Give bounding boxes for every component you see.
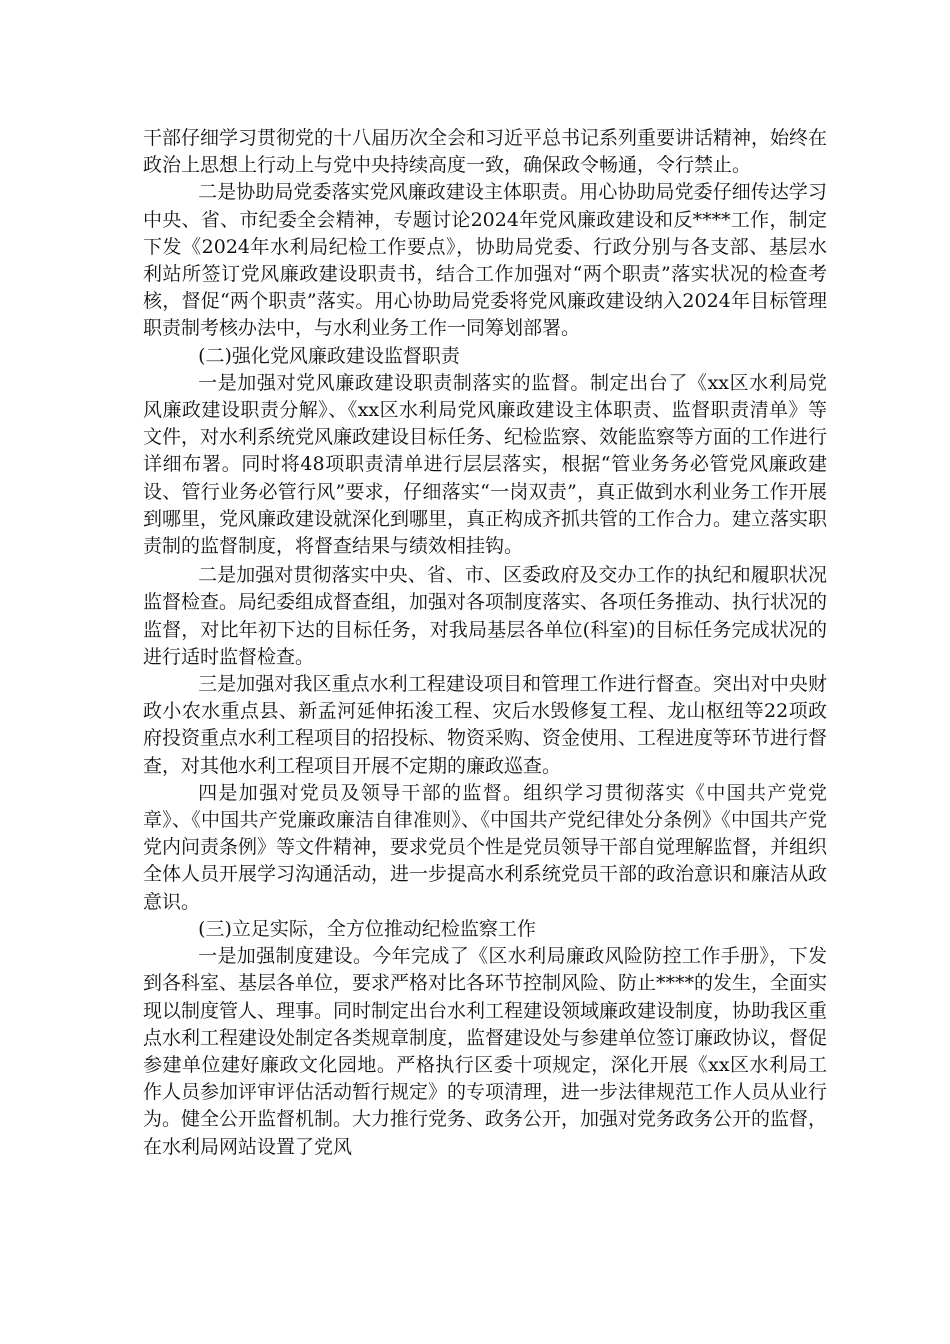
paragraph-supervision-point-3: 三是加强对我区重点水利工程建设项目和管理工作进行督查。突出对中央财政小农水重点县、新孟河延伸拓浚工程、灾后水毁修复工程、龙山枢纽等22项政府投资重点水利工程项目的招投标、物资采购、资金使用、工程进度等环节进行督查，对其他水利工程项目开展不定期的廉政巡查。 [143, 673, 828, 777]
paragraph-supervision-point-4: 四是加强对党员及领导干部的监督。组织学习贯彻落实《中国共产党党章》、《中国共产党廉政廉洁自律准则》、《中国共产党纪律处分条例》《中国共产党党内问责条例》等文件精神，要求党员个性是党员领导干部自觉理解监督，并组织全体人员开展学习沟通活动，进一步提高水利系统党员干部的政治意识和廉洁从政意识。 [143, 781, 828, 913]
paragraph-point-2-party-committee: 二是协助局党委落实党风廉政建设主体职责。用心协助局党委仔细传达学习中央、省、市纪委全会精神，专题讨论2024年党风廉政建设和反****工作，制定下发《2024年水利局纪检工作要点》，协助局党委、行政分别与各支部、基层水利站所签订党风廉政建设职责书，结合工作加强对“两个职责”落实状况的检查考核，督促“两个职责”落实。用心协助局党委将党风廉政建设纳入2024年目标管理职责制考核办法中，与水利业务工作一同筹划部署。 [143, 181, 827, 340]
paragraph-supervision-point-1: 一是加强对党风廉政建设职责制落实的监督。制定出台了《xx区水利局党风廉政建设职责分解》、《xx区水利局党风廉政建设主体职责、监督职责清单》等文件，对水利系统党风廉政建设目标任务、纪检监察、效能监察等方面的工作进行详细布署。同时将48项职责清单进行层层落实，根据“管业务务必管党风廉政建设、管行业务必管行风”要求，仔细落实“一岗双责”，真正做到水利业务工作开展到哪里，党风廉政建设就深化到哪里，真正构成齐抓共管的工作合力。建立落实职责制的监督制度，将督查结果与绩效相挂钩。 [143, 371, 828, 558]
section-heading-3: (三)立足实际，全方位推动纪检监察工作 [198, 917, 536, 940]
paragraph-system-building: 一是加强制度建设。今年完成了《区水利局廉政风险防控工作手册》，下发到各科室、基层各单位，要求严格对比各环节控制风险、防止****的发生，全面实现以制度管人、理事。同时制定出台水利工程建设领域廉政建设制度，协助我区重点水利工程建设处制定各类规章制度，监督建设处与参建单位签订廉政协议，督促参建单位建好廉政文化园地。严格执行区委十项规定，深化开展《xx区水利局工作人员参加评审评估活动暂行规定》的专项清理，进一步法律规范工作人员从业行为。健全公开监督机制。大力推行党务、政务公开，加强对党务政务公开的监督，在水利局网站设置了党风 [143, 945, 828, 1158]
paragraph-supervision-point-2: 二是加强对贯彻落实中央、省、市、区委政府及交办工作的执纪和履职状况监督检查。局纪委组成督查组，加强对各项制度落实、各项任务推动、执行状况的监督，对比年初下达的目标任务，对我局基层各单位(科室)的目标任务完成状况的进行适时监督检查。 [143, 564, 828, 668]
document-body [143, 125, 827, 1161]
section-heading-2: (二)强化党风廉政建设监督职责 [198, 344, 460, 367]
paragraph-continued: 干部仔细学习贯彻党的十八届历次全会和习近平总书记系列重要讲话精神，始终在政治上思想上行动上与党中央持续高度一致，确保政令畅通，令行禁止。 [143, 127, 828, 177]
